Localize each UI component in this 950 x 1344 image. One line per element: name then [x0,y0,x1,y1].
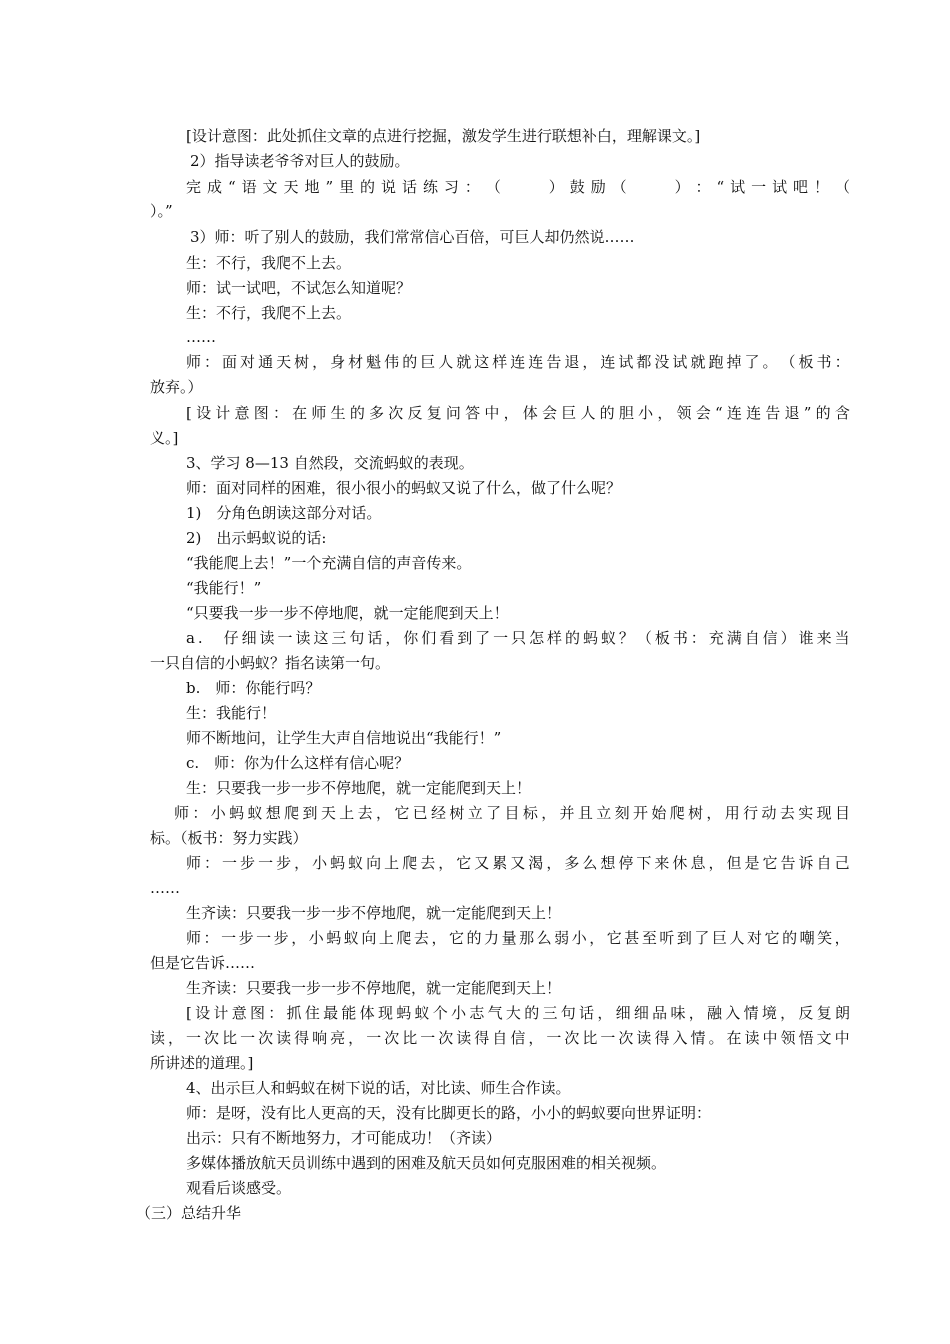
list-item-cont: 一只自信的小蚂蚁？指名读第一句。 [150,654,391,672]
section-heading-summary: （三）总结升华 [136,1204,242,1222]
paragraph-line-cont: 但是它告诉…… [150,954,256,972]
design-intent-note-cont: 读 ， 一 次 比 一 次 读 得 响 亮 ， 一 次 比 一 次 读 得 自 信 ， 一 次 比 一 次 读 得 入 情 。 在 读 中 领 悟 文 中 [150,1029,850,1047]
paragraph-line: 师 ： 面 对 通 天 树 ， 身 材 魁 伟 的 巨 人 就 这 样 连 连 告 退 ， 连 试 都 没 试 就 跑 掉 了 。 （ 板 书 ： [186,353,850,371]
dialogue-line: 生：不行，我爬不上去。 [186,254,352,272]
paragraph-line: 观看后谈感受。 [186,1179,292,1197]
paragraph-line: 师：面对同样的困难，很小很小的蚂蚁又说了什么，做了什么呢？ [186,479,622,497]
paragraph-line: 出示：只有不断地努力，才可能成功！（齐读） [186,1129,502,1147]
list-item: 2) 出示蚂蚁说的话: [186,529,327,547]
design-intent-note: [ 设 计 意 图 ： 抓 住 最 能 体 现 蚂 蚁 个 小 志 气 大 的 三 句 话 ， 细 细 品 味 ， 融 入 情 境 ， 反 复 朗 [186,1004,850,1022]
ellipsis-line: …… [186,328,216,346]
paragraph-line: 师不断地问，让学生大声自信地说出“我能行！” [186,729,502,747]
paragraph-line: 师 ： 一 步 一 步 ， 小 蚂 蚁 向 上 爬 去 ， 它 的 力 量 那 么 弱 小 ， 它 甚 至 听 到 了 巨 人 对 它 的 嘲 笑 ， [186,929,850,947]
design-intent-note: [ 设 计 意 图 ： 在 师 生 的 多 次 反 复 问 答 中 ， 体 会 巨 人 的 胆 小 ， 领 会 “ 连 连 告 退 ” 的 含 [186,404,850,422]
quote-line: “我能行！” [186,579,262,597]
list-item: c. 师：你为什么这样有信心呢？ [186,754,410,772]
quote-line: “我能爬上去！”一个充满自信的声音传来。 [186,554,472,572]
dialogue-line: 生：只要我一步一步不停地爬，就一定能爬到天上！ [186,779,532,797]
paragraph-line: 师 ： 小 蚂 蚁 想 爬 到 天 上 去 ， 它 已 经 树 立 了 目 标 ， 并 且 立 刻 开 始 爬 树 ， 用 行 动 去 实 现 目 [174,804,850,822]
paragraph-line: 师：是呀，没有比人更高的天，没有比脚更长的路，小小的蚂蚁要向世界证明： [186,1104,712,1122]
dialogue-line: 师：试一试吧，不试怎么知道呢？ [186,279,412,297]
section-4-heading: 4、出示巨人和蚂蚁在树下说的话，对比读、师生合作读。 [186,1079,571,1097]
paragraph-line: 师 ： 一 步 一 步 ， 小 蚂 蚁 向 上 爬 去 ， 它 又 累 又 渴 ， 多 么 想 停 下 来 休 息 ， 但 是 它 告 诉 自 己 [186,854,850,872]
design-intent-note-cont: 义。] [150,429,179,447]
speaking-exercise-line: 完 成 “ 语 文 天 地 ” 里 的 说 话 练 习 ： （ ） 鼓 励 （ ） ： “ 试 一 试 吧 ！ （ [186,178,850,196]
paragraph-line: 多媒体播放航天员训练中遇到的困难及航天员如何克服困难的相关视频。 [186,1154,667,1172]
list-item: b. 师：你能行吗？ [186,679,321,697]
step-3-heading: 3）师：听了别人的鼓励，我们常常信心百倍，可巨人却仍然说…… [190,228,635,246]
dialogue-line: 生：不行，我爬不上去。 [186,304,352,322]
paragraph-line-cont: 标。（板书：努力实践） [150,829,308,847]
section-3-heading: 3、学习 8—13 自然段，交流蚂蚁的表现。 [186,454,474,472]
dialogue-line: 生：我能行！ [186,704,277,722]
list-item: 1) 分角色朗读这部分对话。 [186,504,382,522]
ellipsis-line: …… [150,879,180,897]
design-intent-note-cont: 所讲述的道理。] [150,1054,254,1072]
quote-line: “只要我一步一步不停地爬，就一定能爬到天上！ [186,604,509,622]
speaking-exercise-line-cont: ）。” [150,202,173,220]
choral-reading-line: 生齐读：只要我一步一步不停地爬，就一定能爬到天上！ [186,904,562,922]
list-item: a . 仔 细 读 一 读 这 三 句 话 ， 你 们 看 到 了 一 只 怎 样 的 蚂 蚁 ？ （ 板 书 ： 充 满 自 信 ） 谁 来 当 [186,629,850,647]
paragraph-line: 放弃。） [150,378,203,396]
design-intent-note: [设计意图：此处抓住文章的点进行挖掘，激发学生进行联想补白，理解课文。] [186,127,701,145]
step-2-heading: 2）指导读老爷爷对巨人的鼓励。 [190,152,410,170]
choral-reading-line: 生齐读：只要我一步一步不停地爬，就一定能爬到天上！ [186,979,562,997]
